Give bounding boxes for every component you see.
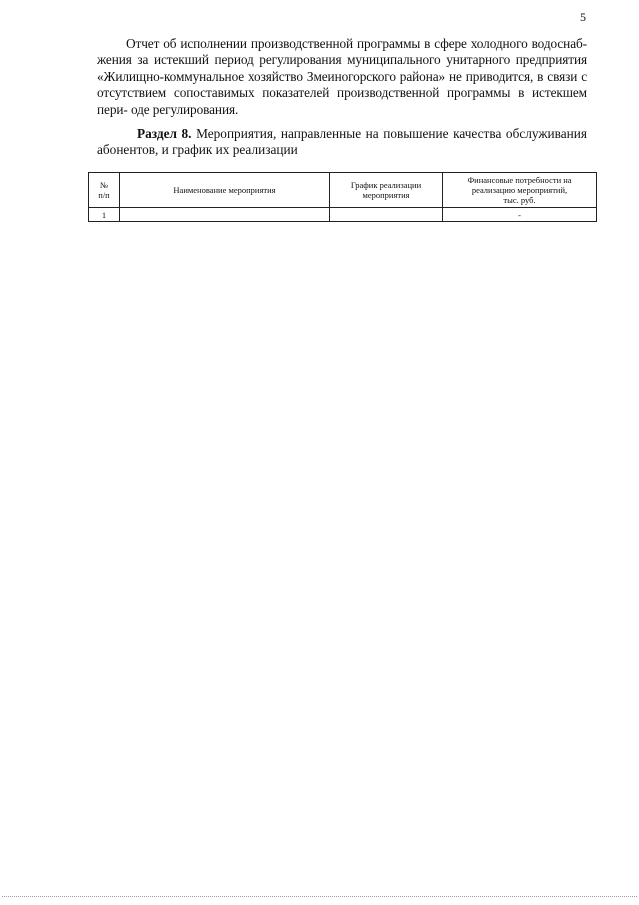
paragraph-line: жения за истекший период регулирования муниципального унитарного предприятия [97,52,587,68]
header-num-line: п/п [98,190,110,200]
header-name: Наименование мероприятия [120,173,330,208]
paragraph-line: отсутствием сопоставимых показателей производственной программы в истекшем пери- [97,85,587,117]
measures-table [88,172,597,222]
paragraph-line: оде регулирования. [130,101,239,117]
header-finance-line: тыс. руб. [503,195,536,205]
header-finance-line: Финансовые потребности на [467,175,572,185]
paragraph-line: Отчет об исполнении производственной программы в сфере холодного водоснаб- [126,36,587,51]
header-schedule-line: мероприятия [362,190,410,200]
header-num-line: № [99,180,109,190]
section-label: Раздел 8. [137,126,192,141]
table-row [89,208,597,222]
report-paragraph [97,36,587,118]
cell-schedule [330,208,443,222]
paragraph-line: «Жилищно-коммунальное хозяйство Змеиногорского района» не приводится, в связи с [97,68,587,84]
cell-num: 1 [89,208,120,222]
header-finance [443,173,597,208]
header-schedule-line: График реализации [350,180,422,190]
section-title: Мероприятия, направленные на повышение качества обслуживания абонентов, и график их реализации [97,126,587,158]
header-num [89,173,120,208]
header-schedule [330,173,443,208]
page-number: 5 [580,10,586,24]
header-finance-line: реализацию мероприятий, [471,185,568,195]
section-heading [97,126,587,159]
table-header-row [89,173,597,208]
scan-edge-line [2,896,637,897]
cell-name [120,208,330,222]
cell-finance: - [443,208,597,222]
